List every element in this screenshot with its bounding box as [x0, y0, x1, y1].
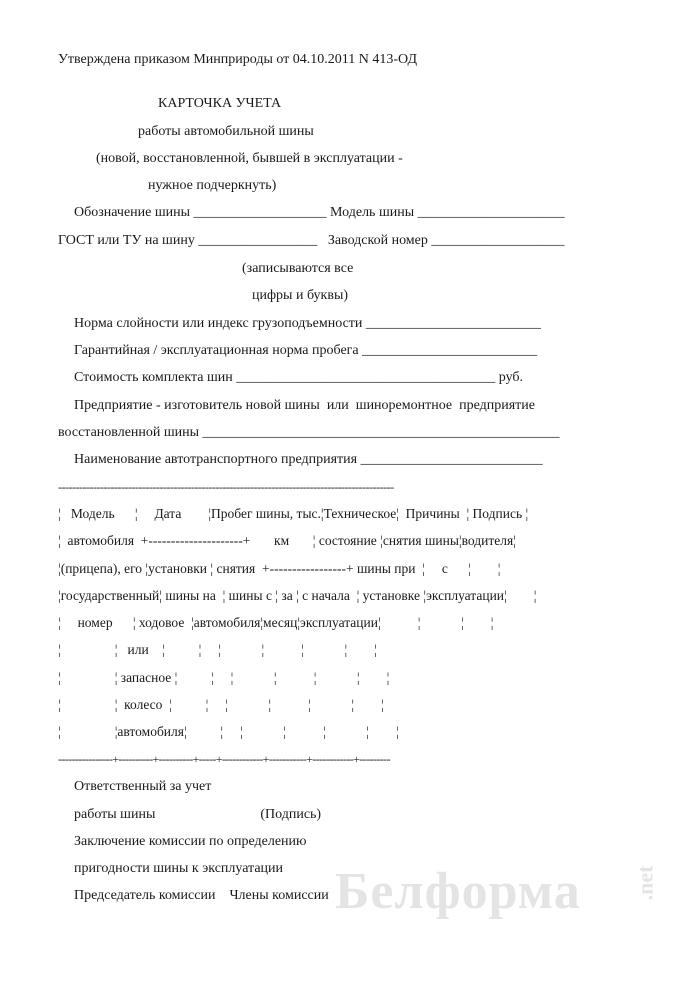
- table-row: ¦ ¦ или ¦ ¦ ¦ ¦ ¦ ¦ ¦: [58, 642, 377, 657]
- form-subtitle: работы автомобильной шины: [138, 124, 314, 139]
- footer-responsible-signature: работы шины (Подпись): [74, 807, 322, 822]
- field-enterprise: Наименование автотранспортного предприятия __________________________: [74, 452, 543, 467]
- field-mileage-norm: Гарантийная / эксплуатационная норма пробега _________________________: [74, 343, 538, 358]
- table-row: ¦ ¦автомобиля¦ ¦ ¦ ¦ ¦ ¦ ¦: [58, 724, 399, 739]
- field-note-2: цифры и буквы): [252, 288, 349, 303]
- form-subtitle-note: (новой, восстановленной, бывшей в эксплуатации -: [96, 151, 403, 166]
- table-row: ¦(прицепа), его ¦установки ¦ снятия +-----------------+ шины при ¦ с ¦ ¦: [58, 561, 501, 576]
- footer-conclusion: Заключение комиссии по определению: [74, 834, 307, 849]
- table-row: ¦ Модель ¦ Дата ¦Пробег шины, тыс.¦Техническое¦ Причины ¦ Подпись ¦: [58, 506, 529, 521]
- watermark-logo: Белформа: [335, 863, 581, 920]
- footer-conclusion-end: пригодности шины к эксплуатации: [74, 861, 284, 876]
- table-row: ¦ автомобиля +---------------------+ км ¦ состояние ¦снятия шины¦водителя¦: [58, 533, 516, 548]
- form-subtitle-note-end: нужное подчеркнуть): [148, 178, 277, 193]
- table-rule-top: ------------------------------------------------------------------------------------------------: [58, 480, 394, 494]
- table-row: ¦государственный¦ шины на ¦ шины с ¦ за ¦ с начала ¦ установке ¦эксплуатации¦ ¦: [58, 588, 537, 603]
- field-manufacturer: Предприятие - изготовитель новой шины или шиноремонтное предприятие: [74, 398, 536, 413]
- field-cost: Стоимость комплекта шин _____________________________________ руб.: [74, 370, 524, 385]
- field-gost: ГОСТ или ТУ на шину _________________ Заводской номер ___________________: [58, 233, 565, 248]
- watermark-domain: .net: [632, 865, 658, 901]
- field-tire-designation: Обозначение шины ___________________ Модель шины _____________________: [74, 205, 565, 220]
- approval-line: Утверждена приказом Минприроды от 04.10.2011 N 413-ОД: [58, 52, 418, 67]
- table-rule-bottom: ----------------+----------+----------+-----+------------+-----------+------------+---------: [58, 752, 390, 766]
- table-row: ¦ номер ¦ ходовое ¦автомобиля¦месяц¦эксплуатации¦ ¦ ¦ ¦: [58, 615, 494, 630]
- table-row: ¦ ¦ колесо ¦ ¦ ¦ ¦ ¦ ¦ ¦: [58, 697, 384, 712]
- footer-commission: Председатель комиссии Члены комиссии: [74, 888, 329, 903]
- field-ply-rating: Норма слойности или индекс грузоподъемности _________________________: [74, 316, 541, 331]
- form-title: КАРТОЧКА УЧЕТА: [158, 96, 282, 111]
- field-note-1: (записываются все: [242, 261, 354, 276]
- footer-responsible: Ответственный за учет: [74, 779, 212, 794]
- field-restored: восстановленной шины ___________________________________________________: [58, 425, 560, 440]
- table-row: ¦ ¦ запасное ¦ ¦ ¦ ¦ ¦ ¦ ¦: [58, 670, 390, 685]
